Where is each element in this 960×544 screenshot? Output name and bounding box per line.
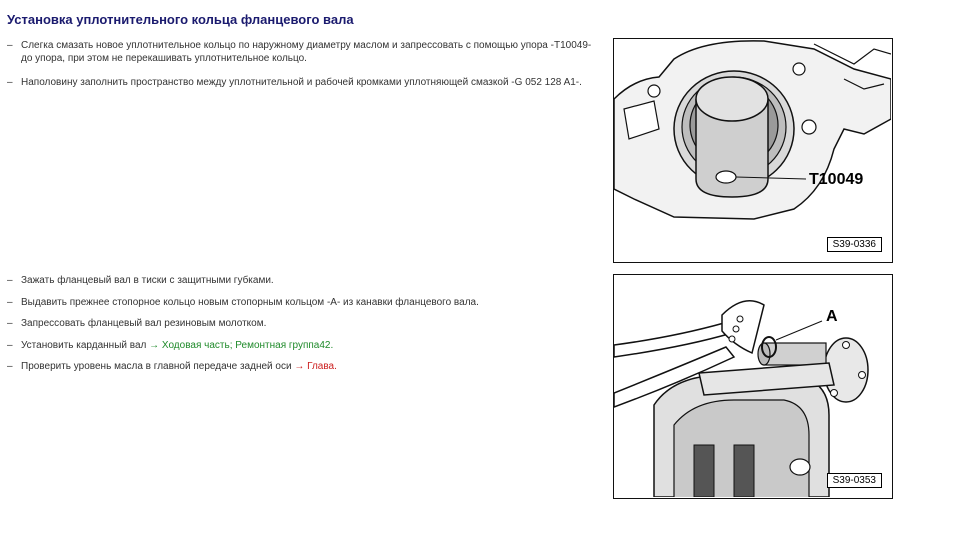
seal-tool-illustration <box>614 39 891 261</box>
figure-code: S39-0353 <box>827 473 882 488</box>
circlip-callout: A <box>826 308 838 325</box>
steps-list-shaft <box>7 274 592 382</box>
list-item: – Выдавить прежнее стопорное кольцо новым стопорным кольцом -A- из канавки фланцевого вала. <box>7 296 479 308</box>
list-item: – Слегка смазать новое уплотнительное кольцо по наружному диаметру маслом и запрессовать с помощью упора -T10049- до упора, при этом не перекашивать уплотнительное кольцо. <box>7 40 592 64</box>
chapter-link[interactable]: → Глава. <box>294 361 337 372</box>
figure-code: S39-0336 <box>827 237 882 252</box>
steps-list-seal <box>7 39 592 100</box>
figure-seal-tool <box>613 38 893 263</box>
figure-circlip <box>613 274 893 499</box>
list-item: – Запрессовать фланцевый вал резиновым молотком. <box>7 318 267 329</box>
chassis-repair-group-link[interactable]: → Ходовая часть; Ремонтная группа42. <box>149 339 334 351</box>
tool-callout: T10049 <box>809 171 864 188</box>
list-item: – Установить карданный вал → Ходовая часть; Ремонтная группа42. <box>7 339 334 351</box>
list-item: – Проверить уровень масла в главной передаче задней оси → Глава. <box>7 361 337 372</box>
list-item: – Наполовину заполнить пространство между уплотнительной и рабочей кромками уплотняющей смазкой -G 052 128 A1-. <box>7 77 582 88</box>
list-item: – Зажать фланцевый вал в тиски с защитными губками. <box>7 275 274 286</box>
page-title: Установка уплотнительного кольца фланцевого вала <box>7 12 354 27</box>
circlip-illustration <box>614 275 891 497</box>
